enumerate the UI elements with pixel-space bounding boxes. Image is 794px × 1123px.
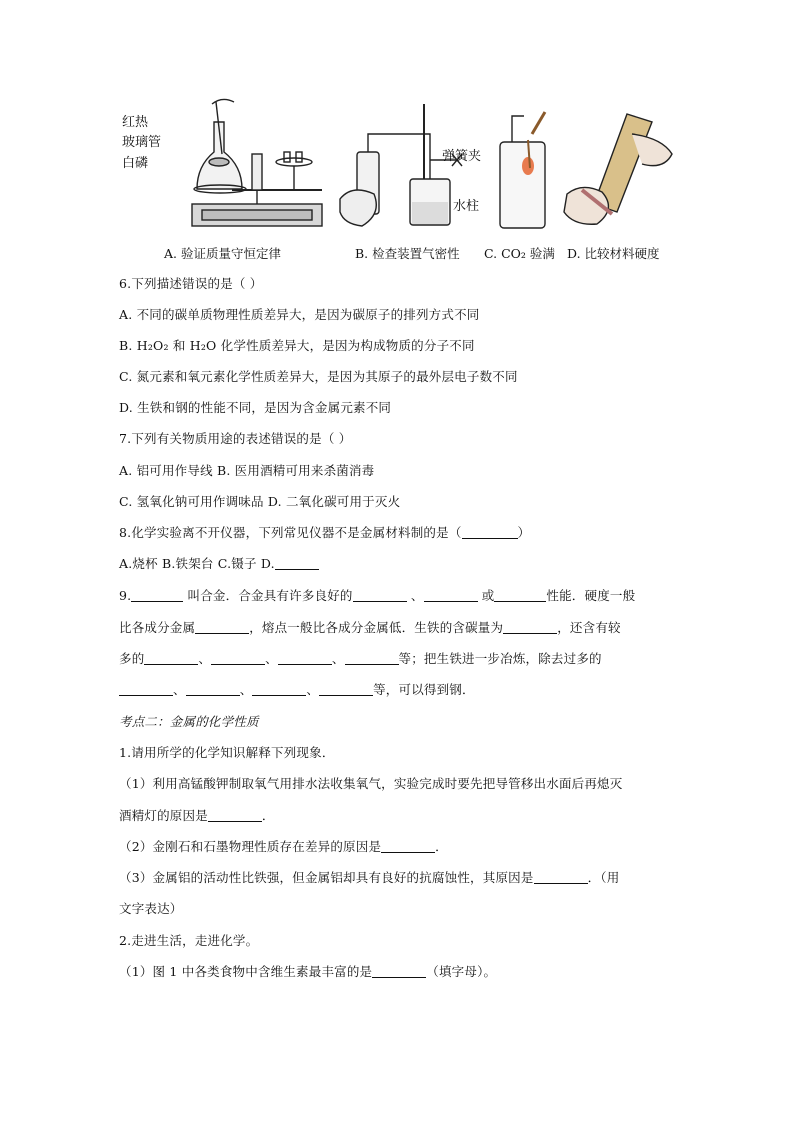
- q6-option-d: D. 生铁和钢的性能不同，是因为含金属元素不同: [119, 400, 392, 415]
- q9-text-7: 等；把生铁进一步冶炼，除去过多的: [398, 651, 602, 666]
- q9-text-4: ，熔点一般比各成分金属低．生铁的含碳量为: [249, 620, 504, 635]
- s2-q1-part3-line2: 文字表达）: [119, 901, 183, 916]
- section-title: 考点二：金属的化学性质: [119, 714, 259, 729]
- q9-line-3: [119, 649, 602, 667]
- experiment-figure: [112, 94, 682, 264]
- q9-sep-5: 、: [173, 682, 186, 697]
- label-water-column: 水柱: [453, 199, 480, 214]
- q7-options-cd: C. 氢氧化钠可用作调味品 D. 二氧化碳可用于灭火: [119, 494, 401, 509]
- hardness-test-drawing: [564, 114, 672, 224]
- label-red-hot: 红热: [122, 115, 149, 130]
- q8-options: A.烧杯 B.铁架台 C.镊子 D.: [119, 556, 275, 571]
- caption-d: D. 比较材料硬度: [567, 246, 660, 261]
- balance-apparatus-drawing: [192, 99, 322, 226]
- q9-text-or: 或: [481, 588, 495, 603]
- q9-blank-3[interactable]: [424, 589, 478, 602]
- q9-blank-14[interactable]: [319, 683, 373, 696]
- q6-stem: 6.下列描述错误的是（ ）: [119, 276, 263, 291]
- q9-sep-1: 、: [410, 588, 424, 603]
- q6-option-a: A. 不同的碳单质物理性质差异大，是因为碳原子的排列方式不同: [119, 307, 480, 322]
- s2-q2-part1-line: [119, 962, 496, 980]
- q9-blank-13[interactable]: [252, 683, 306, 696]
- q9-blank-11[interactable]: [119, 683, 173, 696]
- caption-a: A. 验证质量守恒定律: [164, 246, 281, 261]
- s2-q1-part1-blank[interactable]: [208, 809, 262, 822]
- s2-q2-part1-tail: （填字母）。: [426, 964, 497, 979]
- q9-blank-12[interactable]: [186, 683, 240, 696]
- label-glass-tube: 玻璃管: [122, 135, 162, 150]
- period: ．: [261, 808, 275, 823]
- q9-sep-7: 、: [306, 682, 320, 697]
- q9-blank-4[interactable]: [494, 589, 546, 602]
- co2-bottle-drawing: [500, 112, 545, 228]
- q7-stem: 7.下列有关物质用途的表述错误的是（ ）: [119, 431, 352, 446]
- q8-options-line: [119, 554, 319, 572]
- q9-text-8: 等，可以得到钢．: [373, 682, 475, 697]
- q9-sep-2: 、: [198, 651, 212, 666]
- q8-option-d-blank[interactable]: [275, 557, 319, 570]
- q8-stem: 8.化学实验离不开仪器，下列常见仪器不是金属材料制的是（: [119, 525, 462, 540]
- q9-blank-9[interactable]: [278, 652, 332, 665]
- q9-blank-8[interactable]: [211, 652, 265, 665]
- q9-text-3: 比各成分金属: [119, 620, 196, 635]
- q8-stem-end: ）: [517, 525, 531, 540]
- s2-q1-part2-line: [119, 837, 448, 855]
- q9-blank-6[interactable]: [503, 621, 557, 634]
- q9-blank-10[interactable]: [345, 652, 399, 665]
- q8-stem-line: [119, 523, 530, 541]
- caption-c: C. CO₂ 验满: [484, 246, 555, 261]
- q9-line-2: [119, 618, 621, 636]
- airtightness-apparatus-drawing: [340, 104, 462, 226]
- s2-q1-part3-text: （3）金属铝的活动性比铁强，但金属铝却具有良好的抗腐蚀性，其原因是: [119, 870, 534, 885]
- s2-q1-part2-blank[interactable]: [381, 840, 435, 853]
- s2-q1-part2-text: （2）金刚石和石墨物理性质存在差异的原因是: [119, 839, 382, 854]
- q9-blank-7[interactable]: [144, 652, 198, 665]
- q7-options-ab: A. 铝可用作导线 B. 医用酒精可用来杀菌消毒: [119, 463, 375, 478]
- q9-text-1: 叫合金．合金具有许多良好的: [187, 588, 353, 603]
- label-spring-clip: 弹簧夹: [442, 149, 482, 164]
- label-white-phosphorus: 白磷: [122, 156, 149, 171]
- s2-q2-part1-blank[interactable]: [372, 965, 426, 978]
- period: ．: [435, 839, 448, 854]
- caption-b: B. 检查装置气密性: [355, 246, 460, 261]
- q9-text-5: ，还含有较: [557, 620, 621, 635]
- s2-q1-part3-line1: [119, 868, 619, 886]
- s2-q1-part1-text: 酒精灯的原因是: [119, 808, 208, 823]
- q6-option-b: B. H₂O₂ 和 H₂O 化学性质差异大，是因为构成物质的分子不同: [119, 338, 475, 353]
- q9-line-4: [119, 680, 475, 698]
- s2-q1-part1-line1: （1）利用高锰酸钾制取氧气用排水法收集氧气，实验完成时要先把导管移出水面后再熄灭: [119, 776, 623, 791]
- q9-blank-2[interactable]: [353, 589, 407, 602]
- q9-sep-3: 、: [265, 651, 278, 666]
- q9-blank-5[interactable]: [195, 621, 249, 634]
- q9-line-1: [119, 586, 635, 604]
- s2-q1-stem: 1.请用所学的化学知识解释下列现象．: [119, 745, 335, 760]
- q8-answer-blank[interactable]: [462, 526, 518, 539]
- q9-sep-4: 、: [331, 651, 345, 666]
- q9-text-2: 性能．硬度一般: [546, 588, 636, 603]
- s2-q2-part1-text: （1）图 1 中各类食物中含维生素最丰富的是: [119, 964, 373, 979]
- s2-q1-part1-line2: [119, 806, 275, 824]
- s2-q2-stem: 2.走进生活，走进化学。: [119, 933, 259, 948]
- q9-blank-1[interactable]: [131, 589, 183, 602]
- s2-q1-part3-tail: ．（用: [587, 870, 620, 885]
- q9-text-6: 多的: [119, 651, 145, 666]
- s2-q1-part3-blank[interactable]: [534, 871, 588, 884]
- q9-number: 9.: [119, 588, 132, 603]
- apparatus-drawings: [112, 94, 682, 244]
- q6-option-c: C. 氮元素和氧元素化学性质差异大，是因为其原子的最外层电子数不同: [119, 369, 518, 384]
- q9-sep-6: 、: [239, 682, 253, 697]
